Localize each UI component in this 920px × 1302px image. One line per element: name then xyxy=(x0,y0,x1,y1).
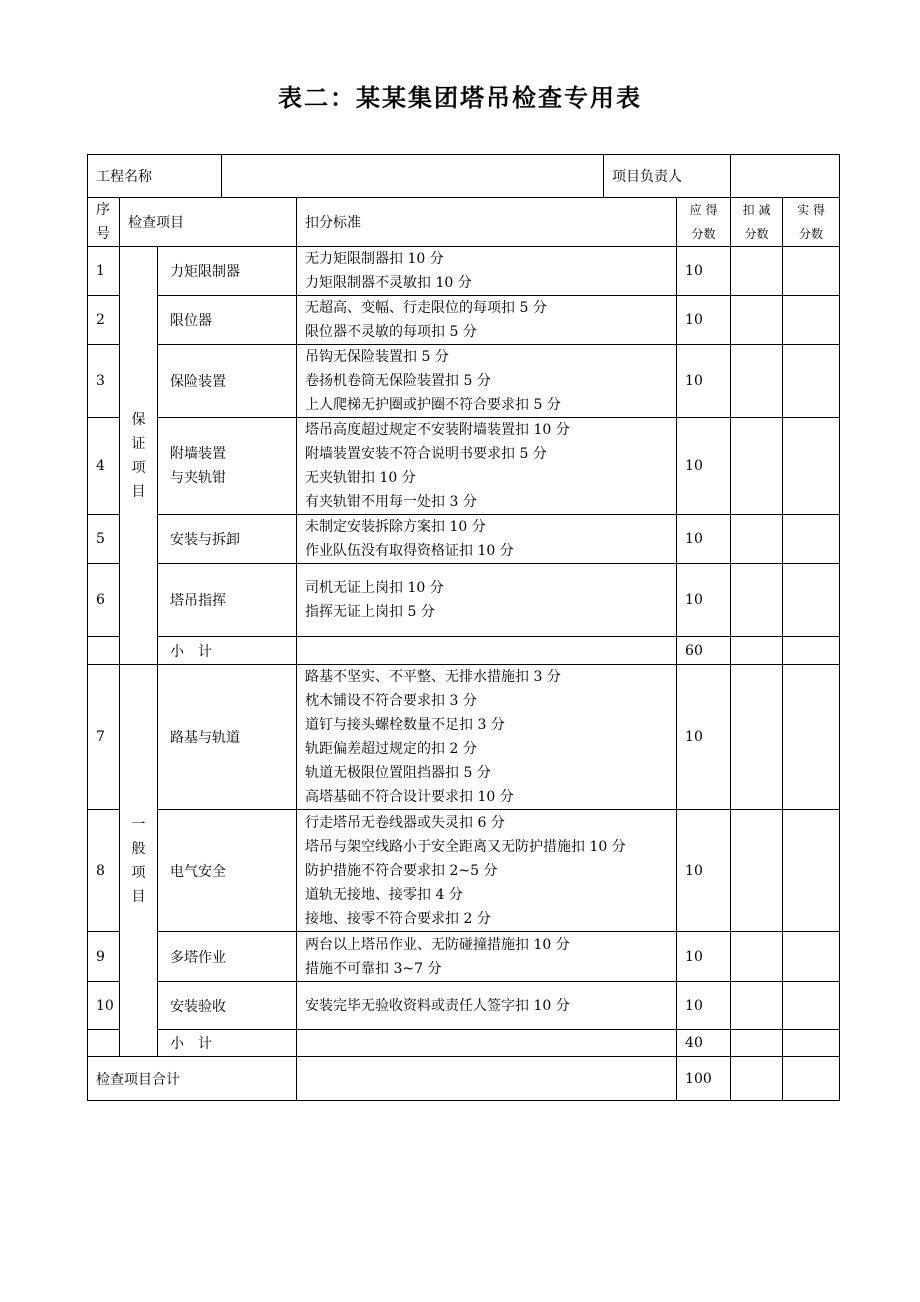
row-item: 附墙装置 与夹轨钳 xyxy=(158,418,297,515)
column-header-row xyxy=(88,198,840,247)
subtotal-deduct-cell[interactable] xyxy=(731,637,783,665)
manager-label: 项目负责人 xyxy=(604,155,731,198)
row-actual-cell[interactable] xyxy=(783,418,840,515)
subtotal-standard-cell xyxy=(297,1030,677,1057)
total-standard-cell xyxy=(297,1057,677,1101)
total-row xyxy=(88,1057,840,1101)
subtotal-no-cell xyxy=(88,1030,120,1057)
col-deduct-header: 扣 减 分数 xyxy=(731,198,783,247)
row-due-score: 10 xyxy=(677,296,731,345)
row-item: 路基与轨道 xyxy=(158,665,297,810)
row-standard: 司机无证上岗扣 10 分 指挥无证上岗扣 5 分 xyxy=(297,564,677,637)
row-actual-cell[interactable] xyxy=(783,345,840,418)
row-no: 7 xyxy=(88,665,120,810)
page-title: 表二：某某集团塔吊检查专用表 xyxy=(278,84,642,112)
table-row xyxy=(88,247,840,296)
col-no-header: 序 号 xyxy=(88,198,120,247)
table-row xyxy=(88,982,840,1030)
row-deduct-cell[interactable] xyxy=(731,247,783,296)
row-actual-cell[interactable] xyxy=(783,515,840,564)
row-item: 限位器 xyxy=(158,296,297,345)
row-item: 塔吊指挥 xyxy=(158,564,297,637)
row-actual-cell[interactable] xyxy=(783,296,840,345)
subtotal-standard-cell xyxy=(297,637,677,665)
col-standard-header: 扣分标准 xyxy=(297,198,677,247)
group-guarantee: 保 证 项 目 xyxy=(120,247,158,665)
table-row xyxy=(88,515,840,564)
project-name-label: 工程名称 xyxy=(88,155,222,198)
row-deduct-cell[interactable] xyxy=(731,345,783,418)
row-no: 2 xyxy=(88,296,120,345)
group-general: 一 般 项 目 xyxy=(120,665,158,1057)
subtotal-row xyxy=(88,637,840,665)
row-due-score: 10 xyxy=(677,515,731,564)
row-due-score: 10 xyxy=(677,418,731,515)
row-standard: 行走塔吊无卷线器或失灵扣 6 分 塔吊与架空线路小于安全距离又无防护措施扣 10 分 防护措施不符合要求扣 2~5 分 道轨无接地、接零扣 4 分 接地、接零不符合要求扣 2 分 xyxy=(297,810,677,932)
row-standard: 未制定安装拆除方案扣 10 分 作业队伍没有取得资格证扣 10 分 xyxy=(297,515,677,564)
manager-field[interactable] xyxy=(731,155,840,198)
row-standard: 两台以上塔吊作业、无防碰撞措施扣 10 分 措施不可靠扣 3~7 分 xyxy=(297,932,677,982)
row-actual-cell[interactable] xyxy=(783,564,840,637)
row-actual-cell[interactable] xyxy=(783,810,840,932)
subtotal-deduct-cell[interactable] xyxy=(731,1030,783,1057)
subtotal-row xyxy=(88,1030,840,1057)
col-due-header: 应 得 分数 xyxy=(677,198,731,247)
row-no: 10 xyxy=(88,982,120,1030)
row-standard: 无力矩限制器扣 10 分 力矩限制器不灵敏扣 10 分 xyxy=(297,247,677,296)
row-no: 9 xyxy=(88,932,120,982)
row-deduct-cell[interactable] xyxy=(731,932,783,982)
subtotal-label: 小 计 xyxy=(158,637,297,665)
total-deduct-cell[interactable] xyxy=(731,1057,783,1101)
row-actual-cell[interactable] xyxy=(783,665,840,810)
row-item: 电气安全 xyxy=(158,810,297,932)
subtotal-no-cell xyxy=(88,637,120,665)
total-label: 检查项目合计 xyxy=(88,1057,297,1101)
table-row xyxy=(88,296,840,345)
subtotal-actual-cell[interactable] xyxy=(783,637,840,665)
info-row xyxy=(88,155,840,198)
row-no: 4 xyxy=(88,418,120,515)
col-actual-header: 实 得 分数 xyxy=(783,198,840,247)
row-actual-cell[interactable] xyxy=(783,982,840,1030)
row-item: 多塔作业 xyxy=(158,932,297,982)
row-due-score: 10 xyxy=(677,810,731,932)
row-deduct-cell[interactable] xyxy=(731,810,783,932)
row-standard: 安装完毕无验收资料或责任人签字扣 10 分 xyxy=(297,982,677,1030)
row-deduct-cell[interactable] xyxy=(731,564,783,637)
row-item: 力矩限制器 xyxy=(158,247,297,296)
row-item: 保险装置 xyxy=(158,345,297,418)
row-standard: 塔吊高度超过规定不安装附墙装置扣 10 分 附墙装置安装不符合说明书要求扣 5 分 无夹轨钳扣 10 分 有夹轨钳不用每一处扣 3 分 xyxy=(297,418,677,515)
row-due-score: 10 xyxy=(677,932,731,982)
subtotal-actual-cell[interactable] xyxy=(783,1030,840,1057)
table-row xyxy=(88,665,840,810)
row-standard: 路基不坚实、不平整、无排水措施扣 3 分 枕木铺设不符合要求扣 3 分 道钉与接头螺栓数量不足扣 3 分 轨距偏差超过规定的扣 2 分 轨道无极限位置阻挡器扣 5 分 高塔基础不符合设计要求扣 10 分 xyxy=(297,665,677,810)
col-item-header: 检查项目 xyxy=(120,198,297,247)
row-due-score: 10 xyxy=(677,982,731,1030)
table-row xyxy=(88,810,840,932)
row-item: 安装验收 xyxy=(158,982,297,1030)
row-no: 6 xyxy=(88,564,120,637)
row-deduct-cell[interactable] xyxy=(731,515,783,564)
subtotal-due-score: 60 xyxy=(677,637,731,665)
row-no: 1 xyxy=(88,247,120,296)
row-deduct-cell[interactable] xyxy=(731,418,783,515)
row-due-score: 10 xyxy=(677,665,731,810)
table-row xyxy=(88,418,840,515)
row-item: 安装与拆卸 xyxy=(158,515,297,564)
row-deduct-cell[interactable] xyxy=(731,982,783,1030)
table-row xyxy=(88,564,840,637)
subtotal-label: 小 计 xyxy=(158,1030,297,1057)
project-name-field[interactable] xyxy=(222,155,604,198)
row-deduct-cell[interactable] xyxy=(731,665,783,810)
row-standard: 吊钩无保险装置扣 5 分 卷扬机卷筒无保险装置扣 5 分 上人爬梯无护圈或护圈不符合要求扣 5 分 xyxy=(297,345,677,418)
total-due-score: 100 xyxy=(677,1057,731,1101)
row-no: 3 xyxy=(88,345,120,418)
subtotal-due-score: 40 xyxy=(677,1030,731,1057)
row-actual-cell[interactable] xyxy=(783,932,840,982)
total-actual-cell[interactable] xyxy=(783,1057,840,1101)
row-due-score: 10 xyxy=(677,564,731,637)
row-deduct-cell[interactable] xyxy=(731,296,783,345)
row-no: 8 xyxy=(88,810,120,932)
row-standard: 无超高、变幅、行走限位的每项扣 5 分 限位器不灵敏的每项扣 5 分 xyxy=(297,296,677,345)
row-no: 5 xyxy=(88,515,120,564)
inspection-table xyxy=(87,154,840,1101)
row-actual-cell[interactable] xyxy=(783,247,840,296)
table-row xyxy=(88,932,840,982)
row-due-score: 10 xyxy=(677,345,731,418)
row-due-score: 10 xyxy=(677,247,731,296)
table-row xyxy=(88,345,840,418)
